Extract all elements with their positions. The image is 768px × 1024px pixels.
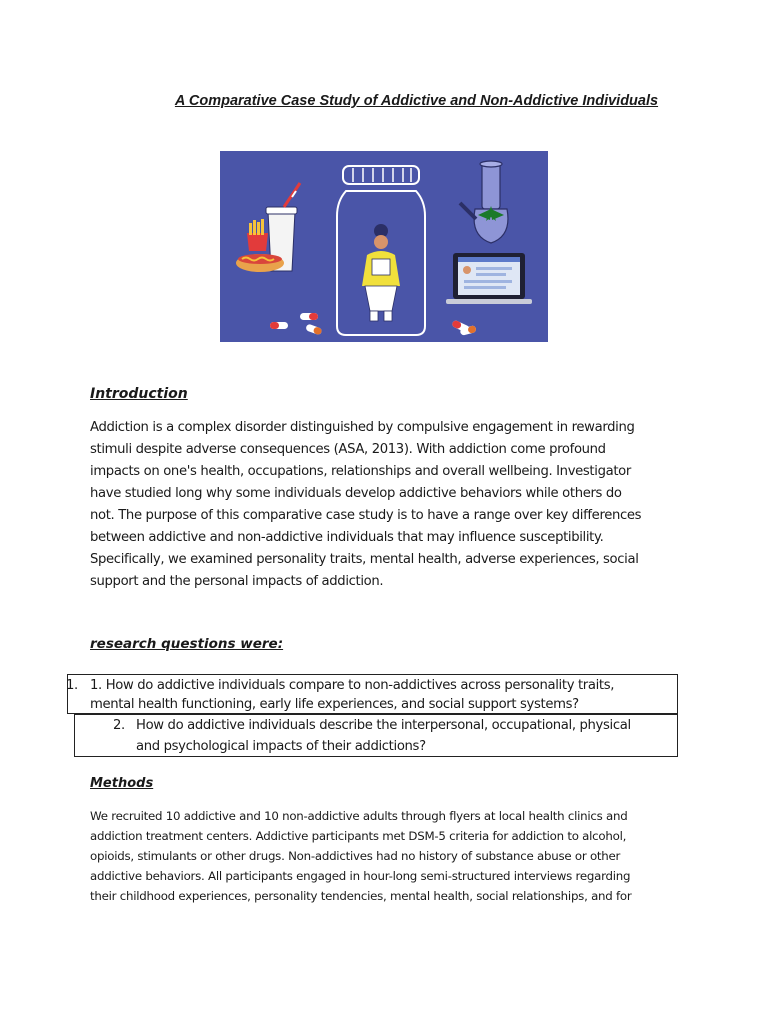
research-question-2-line: and psychological impacts of their addictions? [136,739,426,754]
introduction-paragraph [90,417,690,593]
list-marker-1: 1. [66,678,78,693]
methods-heading: Methods [90,776,154,791]
introduction-line: stimuli despite adverse consequences (ASA, 2013). With addiction come profound [90,442,606,457]
introduction-line: have studied long why some individuals develop addictive behaviors while others do [90,486,622,501]
methods-line: their childhood experiences, personality tendencies, mental health, social relationships, and for [90,889,632,903]
list-marker-2: 2. [113,718,125,733]
addiction-illustration [220,151,548,342]
introduction-heading: Introduction [90,386,188,402]
introduction-line: between addictive and non-addictive individuals that may influence susceptibility. [90,530,604,545]
research-questions-heading: research questions were: [90,636,284,652]
research-question-2-line: How do addictive individuals describe the interpersonal, occupational, physical [136,718,631,733]
laptop-icon [446,253,532,304]
methods-line: addictive behaviors. All participants engaged in hour-long semi-structured interviews regarding [90,869,631,883]
methods-line: We recruited 10 addictive and 10 non-addictive adults through flyers at local health clinics and [90,809,628,823]
research-question-1-line: mental health functioning, early life experiences, and social support systems? [90,697,579,712]
methods-line: opioids, stimulants or other drugs. Non-addictives had no history of substance abuse or other [90,849,621,863]
document-title: A Comparative Case Study of Addictive and Non-Addictive Individuals [174,93,659,109]
introduction-line: Specifically, we examined personality traits, mental health, adverse experiences, social [90,552,639,567]
methods-line: addiction treatment centers. Addictive participants met DSM-5 criteria for addiction to alcohol, [90,829,627,843]
methods-paragraph [90,806,690,906]
introduction-line: not. The purpose of this comparative case study is to have a range over key differences [90,508,642,523]
introduction-line: Addiction is a complex disorder distinguished by compulsive engagement in rewarding [90,420,635,435]
research-question-1-line: 1. How do addictive individuals compare to non-addictives across personality traits, [90,678,615,693]
introduction-line: impacts on one's health, occupations, relationships and overall wellbeing. Investigator [90,464,631,479]
introduction-line: support and the personal impacts of addiction. [90,574,384,589]
